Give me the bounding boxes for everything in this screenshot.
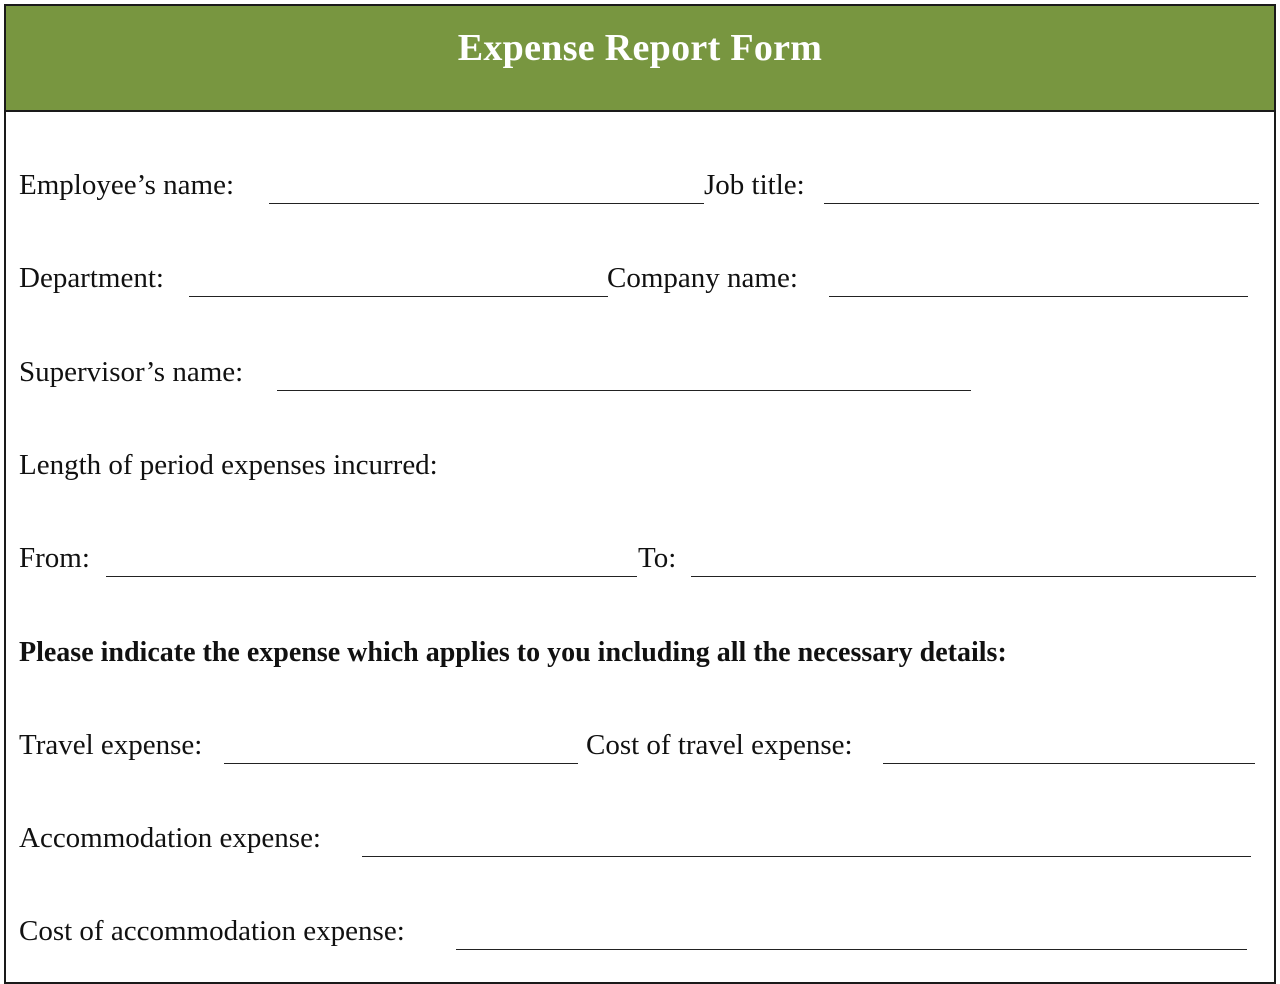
row-instruction (19, 635, 1259, 671)
form-title: Expense Report Form (457, 27, 823, 69)
supervisor-name-field[interactable] (277, 390, 971, 391)
from-field[interactable] (106, 576, 637, 577)
cost-travel-expense-label: Cost of travel expense: (586, 729, 853, 761)
row-employee (19, 168, 1259, 204)
department-label: Department: (19, 262, 164, 294)
company-name-field[interactable] (829, 296, 1248, 297)
instruction-text: Please indicate the expense which applies to you including all the necessary details: (19, 637, 1007, 668)
row-from-to (19, 541, 1259, 577)
row-accommodation (19, 821, 1259, 857)
period-label: Length of period expenses incurred: (19, 449, 438, 481)
form-header (6, 6, 1274, 112)
employee-name-field[interactable] (269, 203, 704, 204)
travel-expense-field[interactable] (224, 763, 578, 764)
accommodation-expense-field[interactable] (362, 856, 1251, 857)
company-name-label: Company name: (607, 262, 798, 294)
to-field[interactable] (691, 576, 1256, 577)
row-supervisor (19, 355, 1259, 391)
cost-travel-expense-field[interactable] (883, 763, 1255, 764)
accommodation-expense-label: Accommodation expense: (19, 822, 321, 854)
department-field[interactable] (189, 296, 608, 297)
row-cost-accommodation (19, 914, 1259, 950)
row-department (19, 261, 1259, 297)
cost-accommodation-expense-label: Cost of accommodation expense: (19, 915, 405, 947)
row-travel (19, 728, 1259, 764)
employee-name-label: Employee’s name: (19, 169, 235, 201)
job-title-label: Job title: (704, 169, 805, 201)
job-title-field[interactable] (824, 203, 1259, 204)
row-period (19, 448, 1259, 484)
to-label: To: (638, 542, 677, 574)
cost-accommodation-expense-field[interactable] (456, 949, 1247, 950)
supervisor-name-label: Supervisor’s name: (19, 356, 244, 388)
from-label: From: (19, 542, 90, 574)
travel-expense-label: Travel expense: (19, 729, 203, 761)
